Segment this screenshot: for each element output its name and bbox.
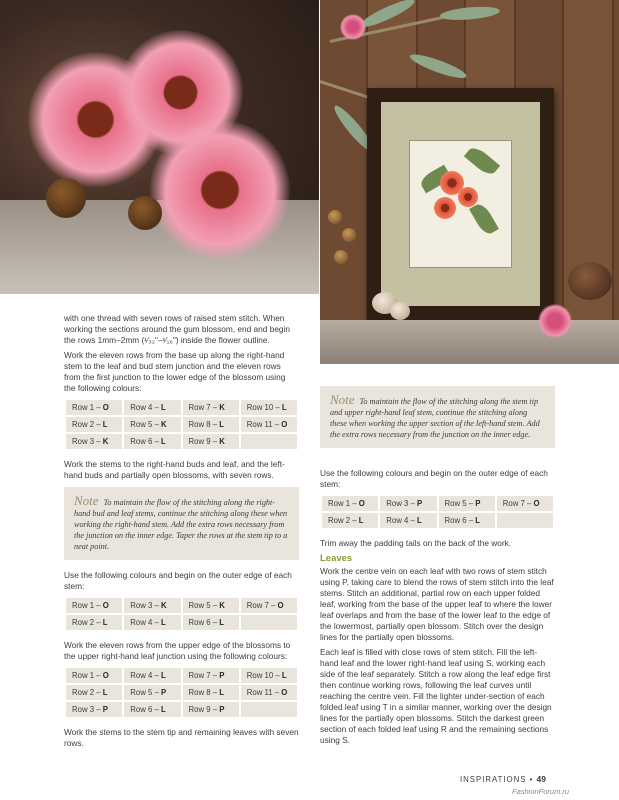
table-cell: Row 4 – L (123, 399, 181, 416)
gum-nut (46, 178, 86, 218)
gum-nut (342, 228, 356, 242)
table-row (65, 433, 298, 450)
table-row (65, 684, 298, 701)
table-row (321, 495, 554, 512)
gum-leaf (408, 50, 468, 82)
colour-table (64, 596, 299, 632)
watermark: FashionForum.ru (512, 787, 570, 796)
table-cell: Row 4 – L (379, 512, 437, 529)
table-cell: Row 3 – P (65, 701, 123, 718)
page-number: 49 (536, 774, 546, 784)
note-text: To maintain the flow of the stitching along the right-hand bud and leaf stems, continue the stitching along these when working the right-hand stem. Add the extra rows necessary from the junction on the inner edge. Taper the rows at the stem tip to a neat point. (74, 498, 288, 551)
note-label: Note (74, 493, 99, 508)
paragraph: Trim away the padding tails on the back of the work. (320, 538, 512, 548)
magazine-name: INSPIRATIONS (460, 775, 527, 784)
gum-nut (328, 210, 342, 224)
picture-frame (367, 88, 554, 320)
table-cell: Row 2 – L (321, 512, 379, 529)
table-cell: Row 6 – L (123, 433, 181, 450)
table-row (65, 399, 298, 416)
gum-nut (128, 196, 162, 230)
pink-blossom (340, 14, 366, 40)
table-cell: Row 7 – P (182, 667, 240, 684)
table-row (321, 512, 554, 529)
section-heading: Leaves (320, 553, 353, 564)
note-box (320, 386, 555, 448)
table-row (65, 667, 298, 684)
paragraph: Each leaf is filled with close rows of stem stitch. Fill the left-hand leaf and the lower right-hand leaf using S, working each side of the leaf separately. Stitch a row along the leaf edge first then continue working rows, following the leaf curves until reaching the centre vein. Fill the lighter under-section of each folded leaf using T in a similar manner, working over the design lines for the partially open blossoms. Stitch the darkest green section of each folded leaf using R and the remaining sections using S. (320, 647, 552, 745)
table-cell: Row 5 – P (123, 684, 181, 701)
shelf-surface (320, 320, 619, 364)
table-cell: Row 9 – P (182, 701, 240, 718)
gum-leaf (439, 5, 500, 22)
table-cell: Row 10 – L (240, 399, 298, 416)
paragraph: Work the stems to the stem tip and remaining leaves with seven rows. (64, 727, 299, 748)
paragraph: Work the eleven rows from the base up along the right-hand stem to the leaf and bud stem junction and the eleven rows from the first junction to the lower edge of the blossom using the following colours: (64, 350, 286, 393)
table-cell: Row 4 – L (123, 667, 181, 684)
table-cell: Row 6 – L (182, 614, 240, 631)
right-text-column (320, 468, 555, 750)
paragraph: Use the following colours and begin on the outer edge of each stem: (320, 468, 548, 489)
table-cell: Row 7 – O (496, 495, 554, 512)
table-cell: Row 2 – L (65, 684, 123, 701)
pink-blossom (538, 304, 572, 338)
table-cell: Row 10 – L (240, 667, 298, 684)
colour-table (64, 398, 299, 451)
table-cell: Row 1 – O (321, 495, 379, 512)
table-row (65, 597, 298, 614)
colour-table (64, 666, 299, 719)
table-row (65, 416, 298, 433)
table-row (65, 701, 298, 718)
paragraph: Work the centre vein on each leaf with two rows of stem stitch using P, taking care to blend the rows of stem stitch into the leaf stems. Stitch an additional, partial row on each upper folded leaf, working from the base of the upper leaf to where the lower leaf overlaps and from the base of the lower leaf to the edge of the lowermost, partially open blossom. Stitch over the design lines for the partially open blossoms. (320, 566, 554, 642)
table-cell: Row 1 – O (65, 399, 123, 416)
paragraph: with one thread with seven rows of raised stem stitch. When working the sections around the gum blossom, end and begin the rows 1mm–2mm (¹⁄₃₂"–¹⁄₁₆") inside the flower outline. (64, 313, 291, 345)
note-text: To maintain the flow of the stitching along the stem tip and upper right-hand leaf stem, continue the stitching along these when working the upper section of the left-hand stem. Add the extra rows necessary from the junction on the inner edge. (330, 397, 540, 439)
table-cell (240, 614, 298, 631)
framed-embroidery-photo (320, 0, 619, 364)
gum-nut (390, 302, 410, 320)
table-cell (240, 433, 298, 450)
table-row (65, 614, 298, 631)
left-text-column (64, 313, 299, 753)
embroidered-blossom (458, 187, 478, 207)
embroidered-blossom (434, 197, 456, 219)
table-cell: Row 5 – K (182, 597, 240, 614)
embroidery-artwork (409, 140, 512, 268)
table-cell: Row 5 – K (123, 416, 181, 433)
note-label: Note (330, 392, 355, 407)
table-cell: Row 11 – O (240, 416, 298, 433)
table-cell: Row 7 – O (240, 597, 298, 614)
table-cell (496, 512, 554, 529)
table-cell: Row 1 – O (65, 667, 123, 684)
table-cell: Row 3 – P (379, 495, 437, 512)
table-cell: Row 2 – L (65, 416, 123, 433)
table-cell: Row 7 – K (182, 399, 240, 416)
table-cell: Row 9 – K (182, 433, 240, 450)
paragraph: Work the stems to the right-hand buds and leaf, and the left-hand buds and partially open blossoms, with seven rows. (64, 459, 285, 480)
gum-blossom (150, 120, 290, 260)
table-cell: Row 8 – L (182, 684, 240, 701)
table-cell: Row 6 – L (123, 701, 181, 718)
table-cell: Row 5 – P (438, 495, 496, 512)
table-cell: Row 6 – L (438, 512, 496, 529)
colour-table (320, 494, 555, 530)
footer-bullet: • (529, 775, 534, 784)
page-footer (460, 774, 546, 784)
table-cell: Row 4 – L (123, 614, 181, 631)
note-box (64, 487, 299, 560)
eucalyptus-blossoms-photo (0, 0, 319, 294)
paragraph: Work the eleven rows from the upper edge of the blossoms to the upper right-hand leaf junction using the following colours: (64, 640, 291, 661)
table-cell: Row 3 – K (123, 597, 181, 614)
table-cell: Row 2 – L (65, 614, 123, 631)
embroidered-leaf (469, 201, 499, 237)
paragraph: Use the following colours and begin on the outer edge of each stem: (64, 570, 292, 591)
table-cell: Row 3 – K (65, 433, 123, 450)
gum-nut (334, 250, 348, 264)
bowl (568, 262, 612, 300)
table-cell: Row 1 – O (65, 597, 123, 614)
table-cell (240, 701, 298, 718)
embroidered-leaf (464, 144, 500, 178)
table-cell: Row 8 – L (182, 416, 240, 433)
table-cell: Row 11 – O (240, 684, 298, 701)
